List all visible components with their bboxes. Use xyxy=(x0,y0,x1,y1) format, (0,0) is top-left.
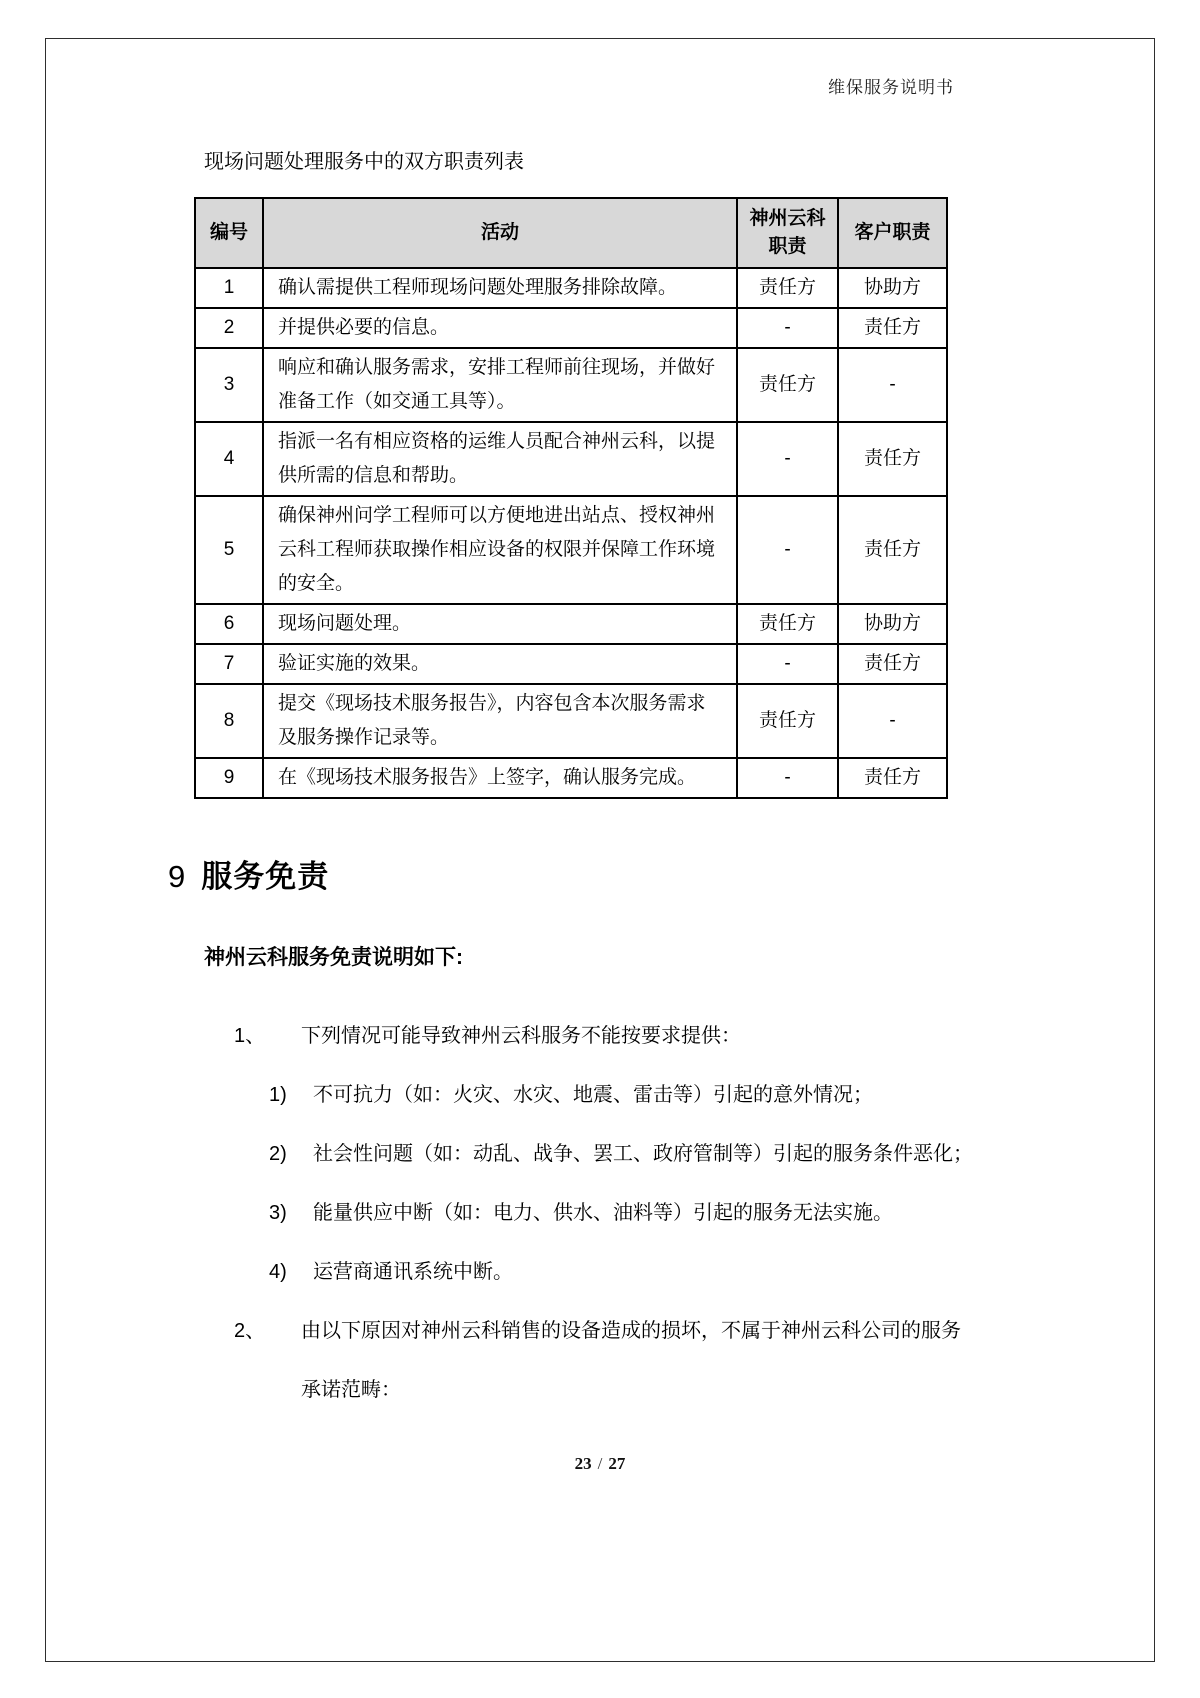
list-item-marker: 1、 xyxy=(234,1025,266,1047)
disclaimer-heading: 神州云科服务免责说明如下: xyxy=(204,946,463,969)
customer-role-cell: 责任方 xyxy=(838,308,947,348)
page-number-current: 23 xyxy=(574,1454,592,1473)
customer-role-cell: 责任方 xyxy=(838,496,947,604)
responsibility-table xyxy=(194,197,948,799)
table-header-row xyxy=(195,198,947,268)
list-item-text: 下列情况可能导致神州云科服务不能按要求提供： xyxy=(301,1025,741,1047)
customer-role-cell: 责任方 xyxy=(838,422,947,496)
dc-role-cell: - xyxy=(737,758,838,798)
page-frame xyxy=(45,38,1155,1662)
page-footer xyxy=(46,1454,1154,1474)
list-item-marker: 3) xyxy=(269,1202,287,1224)
table-row xyxy=(195,422,947,496)
list-item-text: 能量供应中断（如：电力、供水、油料等）引起的服务无法实施。 xyxy=(313,1202,893,1224)
list-item-text: 不可抗力（如：火灾、水灾、地震、雷击等）引起的意外情况； xyxy=(313,1084,873,1106)
doc-header-title: 维保服务说明书 xyxy=(828,78,954,97)
list-item-marker: 2) xyxy=(269,1143,287,1165)
activity-cell: 指派一名有相应资格的运维人员配合神州云科，以提供所需的信息和帮助。 xyxy=(263,422,737,496)
section-title: 服务免责 xyxy=(201,859,330,894)
activity-cell: 确认需提供工程师现场问题处理服务排除故障。 xyxy=(263,268,737,308)
list-sub-item xyxy=(46,1243,1154,1302)
table-row xyxy=(195,268,947,308)
row-number-cell: 5 xyxy=(195,496,263,604)
activity-cell: 在《现场技术服务报告》上签字，确认服务完成。 xyxy=(263,758,737,798)
header-dc-line2: 职责 xyxy=(768,236,807,257)
table-row xyxy=(195,644,947,684)
list-item-text: 社会性问题（如：动乱、战争、罢工、政府管制等）引起的服务条件恶化； xyxy=(313,1143,973,1165)
row-number-cell: 4 xyxy=(195,422,263,496)
table-row xyxy=(195,496,947,604)
activity-cell: 并提供必要的信息。 xyxy=(263,308,737,348)
activity-cell: 提交《现场技术服务报告》，内容包含本次服务需求及服务操作记录等。 xyxy=(263,684,737,758)
row-number-cell: 7 xyxy=(195,644,263,684)
customer-role-cell: 协助方 xyxy=(838,604,947,644)
disclaimer-list xyxy=(46,1007,1154,1420)
list-sub-item xyxy=(46,1125,1154,1184)
list-sub-item xyxy=(46,1184,1154,1243)
dc-role-cell: - xyxy=(737,422,838,496)
list-item-marker: 2、 xyxy=(234,1320,266,1342)
table-row xyxy=(195,308,947,348)
page-number-separator: / xyxy=(597,1454,603,1473)
row-number-cell: 9 xyxy=(195,758,263,798)
row-number-cell: 6 xyxy=(195,604,263,644)
table-caption: 现场问题处理服务中的双方职责列表 xyxy=(204,151,524,173)
row-number-cell: 8 xyxy=(195,684,263,758)
section-heading xyxy=(168,857,1154,897)
customer-role-cell: 责任方 xyxy=(838,644,947,684)
dc-role-cell: 责任方 xyxy=(737,268,838,308)
dc-role-cell: - xyxy=(737,644,838,684)
row-number-cell: 2 xyxy=(195,308,263,348)
activity-cell: 验证实施的效果。 xyxy=(263,644,737,684)
list-item xyxy=(46,1302,1154,1420)
page-number-total: 27 xyxy=(608,1454,626,1473)
activity-cell: 现场问题处理。 xyxy=(263,604,737,644)
activity-cell: 确保神州问学工程师可以方便地进出站点、授权神州云科工程师获取操作相应设备的权限并保障工作环境的安全。 xyxy=(263,496,737,604)
dc-role-cell: 责任方 xyxy=(737,604,838,644)
activity-cell: 响应和确认服务需求，安排工程师前往现场，并做好准备工作（如交通工具等）。 xyxy=(263,348,737,422)
row-number-cell: 3 xyxy=(195,348,263,422)
list-sub-item xyxy=(46,1066,1154,1125)
table-row xyxy=(195,604,947,644)
header-no: 编号 xyxy=(195,198,263,268)
header-customer-role: 客户职责 xyxy=(838,198,947,268)
header-dc-role xyxy=(737,198,838,268)
list-item-marker: 4) xyxy=(269,1261,287,1283)
section-number: 9 xyxy=(168,859,186,894)
table-row xyxy=(195,758,947,798)
row-number-cell: 1 xyxy=(195,268,263,308)
dc-role-cell: 责任方 xyxy=(737,684,838,758)
customer-role-cell: 协助方 xyxy=(838,268,947,308)
customer-role-cell: 责任方 xyxy=(838,758,947,798)
table-row xyxy=(195,684,947,758)
customer-role-cell: - xyxy=(838,684,947,758)
dc-role-cell: - xyxy=(737,496,838,604)
dc-role-cell: 责任方 xyxy=(737,348,838,422)
list-item-text: 由以下原因对神州云科销售的设备造成的损坏，不属于神州云科公司的服务承诺范畴： xyxy=(301,1320,961,1401)
list-item xyxy=(46,1007,1154,1066)
header-activity: 活动 xyxy=(263,198,737,268)
header-dc-line1: 神州云科 xyxy=(749,208,826,229)
dc-role-cell: - xyxy=(737,308,838,348)
list-item-text: 运营商通讯系统中断。 xyxy=(313,1261,513,1283)
customer-role-cell: - xyxy=(838,348,947,422)
table-row xyxy=(195,348,947,422)
list-item-marker: 1) xyxy=(269,1084,287,1106)
